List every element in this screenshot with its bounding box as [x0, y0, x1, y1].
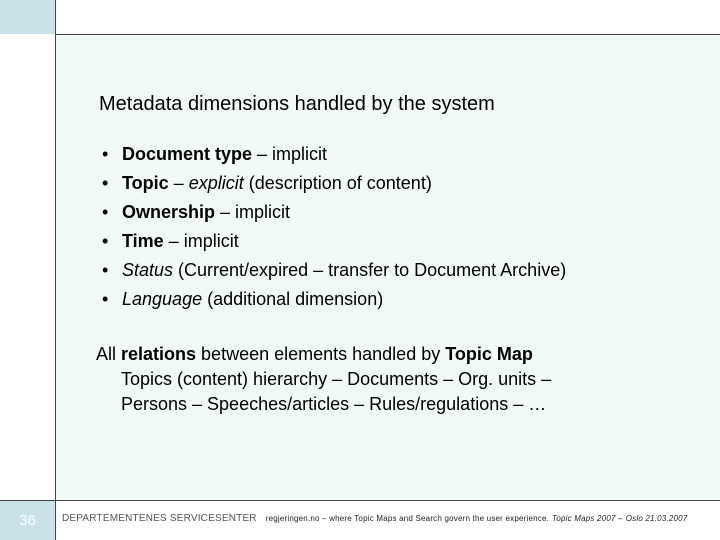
bullet-dot: • — [102, 202, 109, 222]
bottom-divider — [0, 500, 720, 501]
page-number-box — [0, 501, 56, 540]
left-margin-band — [0, 34, 56, 500]
bullet-dot: • — [102, 231, 109, 251]
bullet-item: • Status (Current/expired – transfer to Document Archive) — [102, 256, 566, 285]
bullet-item: • Language (additional dimension) — [102, 285, 566, 314]
bullet-item: • Topic – explicit (description of content) — [102, 169, 566, 198]
bullet-dot: • — [102, 173, 109, 193]
paragraph-line-2: Topics (content) hierarchy – Documents – Org. units – — [121, 369, 552, 389]
footer-conference: Topic Maps 2007 – — [552, 514, 623, 523]
relations-paragraph: All relations between elements handled by Topic Map Topics (content) hierarchy – Documents – Org. units – Persons – Speeches/articles – Rules/regulations – … — [96, 342, 551, 417]
bullet-dot: • — [102, 260, 109, 280]
footer — [62, 513, 687, 524]
bullet-dot: • — [102, 289, 109, 309]
footer-location-date: Oslo 21.03.2007 — [625, 514, 688, 523]
footer-site-text: regjeringen.no – where Topic Maps and Search govern the user experience. — [265, 514, 550, 523]
page-number: 36 — [19, 512, 36, 529]
bullet-dot: • — [102, 144, 109, 164]
footer-org: DEPARTEMENTENES SERVICESENTER — [62, 513, 257, 524]
bullet-item: • Ownership – implicit — [102, 198, 566, 227]
bullet-item: • Time – implicit — [102, 227, 566, 256]
bullet-item: • Document type – implicit — [102, 140, 566, 169]
slide-title: Metadata dimensions handled by the system — [99, 93, 495, 115]
corner-accent-box — [0, 0, 56, 34]
bullet-list — [102, 140, 566, 314]
paragraph-line-3: Persons – Speeches/articles – Rules/regulations – … — [121, 394, 547, 414]
